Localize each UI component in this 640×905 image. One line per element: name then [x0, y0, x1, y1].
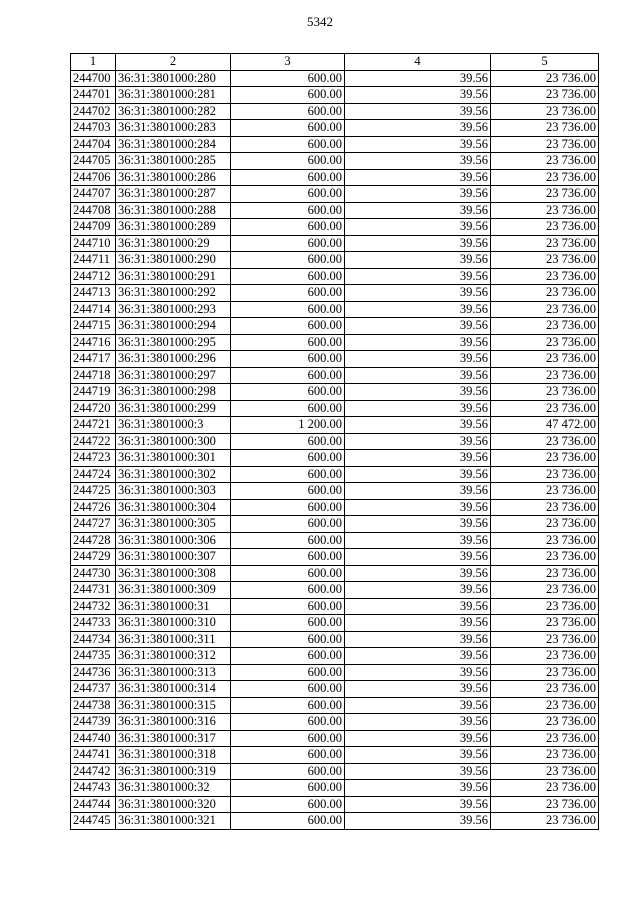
cadastral-number-cell: 36:31:3801000:292: [116, 285, 231, 302]
rate-cell: 39.56: [345, 697, 491, 714]
area-cell: 600.00: [231, 169, 345, 186]
area-cell: 600.00: [231, 235, 345, 252]
column-header-2: 2: [116, 54, 231, 71]
row-index-cell: 244743: [71, 780, 116, 797]
area-cell: 600.00: [231, 813, 345, 830]
rate-cell: 39.56: [345, 202, 491, 219]
value-cell: 23 736.00: [491, 483, 599, 500]
table-row: [71, 334, 599, 351]
rate-cell: 39.56: [345, 417, 491, 434]
table-row: [71, 417, 599, 434]
cadastral-number-cell: 36:31:3801000:284: [116, 136, 231, 153]
table-row: [71, 268, 599, 285]
rate-cell: 39.56: [345, 235, 491, 252]
rate-cell: 39.56: [345, 714, 491, 731]
table-row: [71, 499, 599, 516]
value-cell: 23 736.00: [491, 499, 599, 516]
area-cell: 600.00: [231, 516, 345, 533]
row-index-cell: 244721: [71, 417, 116, 434]
header-row: [71, 54, 599, 71]
cadastral-number-cell: 36:31:3801000:300: [116, 433, 231, 450]
cadastral-number-cell: 36:31:3801000:319: [116, 763, 231, 780]
rate-cell: 39.56: [345, 549, 491, 566]
area-cell: 600.00: [231, 351, 345, 368]
area-cell: 600.00: [231, 697, 345, 714]
value-cell: 23 736.00: [491, 384, 599, 401]
value-cell: 23 736.00: [491, 598, 599, 615]
rate-cell: 39.56: [345, 186, 491, 203]
value-cell: 23 736.00: [491, 730, 599, 747]
value-cell: 23 736.00: [491, 582, 599, 599]
area-cell: 600.00: [231, 70, 345, 87]
cadastral-number-cell: 36:31:3801000:318: [116, 747, 231, 764]
area-cell: 600.00: [231, 631, 345, 648]
rate-cell: 39.56: [345, 730, 491, 747]
page-number: 5342: [307, 14, 333, 29]
table-row: [71, 153, 599, 170]
value-cell: 23 736.00: [491, 285, 599, 302]
row-index-cell: 244740: [71, 730, 116, 747]
cadastral-number-cell: 36:31:3801000:302: [116, 466, 231, 483]
value-cell: 23 736.00: [491, 532, 599, 549]
cadastral-number-cell: 36:31:3801000:307: [116, 549, 231, 566]
row-index-cell: 244717: [71, 351, 116, 368]
row-index-cell: 244731: [71, 582, 116, 599]
value-cell: 23 736.00: [491, 186, 599, 203]
table-row: [71, 186, 599, 203]
area-cell: 600.00: [231, 796, 345, 813]
rate-cell: 39.56: [345, 367, 491, 384]
table-row: [71, 450, 599, 467]
area-cell: 600.00: [231, 103, 345, 120]
row-index-cell: 244732: [71, 598, 116, 615]
area-cell: 600.00: [231, 582, 345, 599]
value-cell: 23 736.00: [491, 136, 599, 153]
cadastral-number-cell: 36:31:3801000:288: [116, 202, 231, 219]
row-index-cell: 244742: [71, 763, 116, 780]
row-index-cell: 244724: [71, 466, 116, 483]
cadastral-number-cell: 36:31:3801000:32: [116, 780, 231, 797]
area-cell: 600.00: [231, 598, 345, 615]
area-cell: 600.00: [231, 202, 345, 219]
table-row: [71, 301, 599, 318]
row-index-cell: 244738: [71, 697, 116, 714]
table-row: [71, 565, 599, 582]
cadastral-number-cell: 36:31:3801000:306: [116, 532, 231, 549]
rate-cell: 39.56: [345, 70, 491, 87]
table-row: [71, 664, 599, 681]
cadastral-number-cell: 36:31:3801000:285: [116, 153, 231, 170]
area-cell: 600.00: [231, 549, 345, 566]
cadastral-number-cell: 36:31:3801000:301: [116, 450, 231, 467]
row-index-cell: 244727: [71, 516, 116, 533]
area-cell: 600.00: [231, 120, 345, 137]
area-cell: 600.00: [231, 367, 345, 384]
value-cell: 23 736.00: [491, 268, 599, 285]
row-index-cell: 244733: [71, 615, 116, 632]
area-cell: 600.00: [231, 466, 345, 483]
rate-cell: 39.56: [345, 780, 491, 797]
area-cell: 1 200.00: [231, 417, 345, 434]
cadastral-number-cell: 36:31:3801000:290: [116, 252, 231, 269]
table-row: [71, 219, 599, 236]
row-index-cell: 244739: [71, 714, 116, 731]
cadastral-number-cell: 36:31:3801000:303: [116, 483, 231, 500]
row-index-cell: 244741: [71, 747, 116, 764]
value-cell: 23 736.00: [491, 301, 599, 318]
row-index-cell: 244712: [71, 268, 116, 285]
rate-cell: 39.56: [345, 301, 491, 318]
table-row: [71, 813, 599, 830]
table-row: [71, 169, 599, 186]
rate-cell: 39.56: [345, 664, 491, 681]
row-index-cell: 244719: [71, 384, 116, 401]
row-index-cell: 244703: [71, 120, 116, 137]
cadastral-number-cell: 36:31:3801000:281: [116, 87, 231, 104]
rate-cell: 39.56: [345, 384, 491, 401]
row-index-cell: 244702: [71, 103, 116, 120]
row-index-cell: 244708: [71, 202, 116, 219]
table-row: [71, 516, 599, 533]
rate-cell: 39.56: [345, 813, 491, 830]
row-index-cell: 244728: [71, 532, 116, 549]
table-row: [71, 549, 599, 566]
table-row: [71, 136, 599, 153]
cadastral-number-cell: 36:31:3801000:309: [116, 582, 231, 599]
row-index-cell: 244711: [71, 252, 116, 269]
area-cell: 600.00: [231, 219, 345, 236]
table-row: [71, 351, 599, 368]
row-index-cell: 244737: [71, 681, 116, 698]
row-index-cell: 244709: [71, 219, 116, 236]
area-cell: 600.00: [231, 763, 345, 780]
rate-cell: 39.56: [345, 351, 491, 368]
cadastral-number-cell: 36:31:3801000:317: [116, 730, 231, 747]
value-cell: 23 736.00: [491, 450, 599, 467]
table-row: [71, 367, 599, 384]
cadastral-number-cell: 36:31:3801000:321: [116, 813, 231, 830]
row-index-cell: 244735: [71, 648, 116, 665]
table-row: [71, 318, 599, 335]
area-cell: 600.00: [231, 681, 345, 698]
cadastral-number-cell: 36:31:3801000:287: [116, 186, 231, 203]
table-row: [71, 103, 599, 120]
cadastral-number-cell: 36:31:3801000:29: [116, 235, 231, 252]
column-header-4: 4: [345, 54, 491, 71]
value-cell: 23 736.00: [491, 87, 599, 104]
table-row: [71, 202, 599, 219]
table-row: [71, 87, 599, 104]
table-row: [71, 780, 599, 797]
value-cell: 23 736.00: [491, 367, 599, 384]
row-index-cell: 244705: [71, 153, 116, 170]
area-cell: 600.00: [231, 565, 345, 582]
cadastral-number-cell: 36:31:3801000:299: [116, 400, 231, 417]
value-cell: 23 736.00: [491, 763, 599, 780]
table-header: [71, 54, 599, 71]
value-cell: 23 736.00: [491, 697, 599, 714]
value-cell: 23 736.00: [491, 516, 599, 533]
table-row: [71, 714, 599, 731]
value-cell: 23 736.00: [491, 202, 599, 219]
area-cell: 600.00: [231, 747, 345, 764]
table-row: [71, 235, 599, 252]
area-cell: 600.00: [231, 136, 345, 153]
cadastral-number-cell: 36:31:3801000:31: [116, 598, 231, 615]
cadastral-number-cell: 36:31:3801000:289: [116, 219, 231, 236]
rate-cell: 39.56: [345, 648, 491, 665]
area-cell: 600.00: [231, 532, 345, 549]
area-cell: 600.00: [231, 499, 345, 516]
row-index-cell: 244715: [71, 318, 116, 335]
rate-cell: 39.56: [345, 136, 491, 153]
cadastral-number-cell: 36:31:3801000:310: [116, 615, 231, 632]
table-row: [71, 631, 599, 648]
rate-cell: 39.56: [345, 615, 491, 632]
rate-cell: 39.56: [345, 483, 491, 500]
rate-cell: 39.56: [345, 499, 491, 516]
cadastral-number-cell: 36:31:3801000:3: [116, 417, 231, 434]
value-cell: 23 736.00: [491, 747, 599, 764]
table-row: [71, 120, 599, 137]
cadastral-number-cell: 36:31:3801000:311: [116, 631, 231, 648]
cadastral-number-cell: 36:31:3801000:305: [116, 516, 231, 533]
cadastral-number-cell: 36:31:3801000:283: [116, 120, 231, 137]
cadastral-number-cell: 36:31:3801000:291: [116, 268, 231, 285]
cadastral-number-cell: 36:31:3801000:294: [116, 318, 231, 335]
area-cell: 600.00: [231, 483, 345, 500]
area-cell: 600.00: [231, 384, 345, 401]
table-row: [71, 582, 599, 599]
column-header-1: 1: [71, 54, 116, 71]
row-index-cell: 244725: [71, 483, 116, 500]
row-index-cell: 244701: [71, 87, 116, 104]
row-index-cell: 244745: [71, 813, 116, 830]
table-row: [71, 697, 599, 714]
table-row: [71, 433, 599, 450]
row-index-cell: 244729: [71, 549, 116, 566]
area-cell: 600.00: [231, 153, 345, 170]
row-index-cell: 244734: [71, 631, 116, 648]
cadastral-number-cell: 36:31:3801000:314: [116, 681, 231, 698]
rate-cell: 39.56: [345, 334, 491, 351]
table-row: [71, 730, 599, 747]
value-cell: 23 736.00: [491, 120, 599, 137]
rate-cell: 39.56: [345, 318, 491, 335]
row-index-cell: 244744: [71, 796, 116, 813]
row-index-cell: 244723: [71, 450, 116, 467]
rate-cell: 39.56: [345, 598, 491, 615]
table-row: [71, 598, 599, 615]
value-cell: 23 736.00: [491, 153, 599, 170]
rate-cell: 39.56: [345, 103, 491, 120]
cadastral-number-cell: 36:31:3801000:282: [116, 103, 231, 120]
rate-cell: 39.56: [345, 747, 491, 764]
cadastral-number-cell: 36:31:3801000:286: [116, 169, 231, 186]
cadastral-number-cell: 36:31:3801000:304: [116, 499, 231, 516]
table-row: [71, 400, 599, 417]
rate-cell: 39.56: [345, 87, 491, 104]
area-cell: 600.00: [231, 615, 345, 632]
rate-cell: 39.56: [345, 582, 491, 599]
value-cell: 23 736.00: [491, 813, 599, 830]
value-cell: 23 736.00: [491, 252, 599, 269]
cadastral-number-cell: 36:31:3801000:293: [116, 301, 231, 318]
row-index-cell: 244704: [71, 136, 116, 153]
value-cell: 23 736.00: [491, 318, 599, 335]
area-cell: 600.00: [231, 268, 345, 285]
area-cell: 600.00: [231, 301, 345, 318]
cadastral-number-cell: 36:31:3801000:295: [116, 334, 231, 351]
column-header-5: 5: [491, 54, 599, 71]
value-cell: 23 736.00: [491, 466, 599, 483]
row-index-cell: 244718: [71, 367, 116, 384]
rate-cell: 39.56: [345, 219, 491, 236]
value-cell: 23 736.00: [491, 796, 599, 813]
row-index-cell: 244706: [71, 169, 116, 186]
value-cell: 47 472.00: [491, 417, 599, 434]
area-cell: 600.00: [231, 285, 345, 302]
table-row: [71, 796, 599, 813]
row-index-cell: 244714: [71, 301, 116, 318]
value-cell: 23 736.00: [491, 664, 599, 681]
table-body: [71, 70, 599, 829]
table-row: [71, 615, 599, 632]
value-cell: 23 736.00: [491, 565, 599, 582]
rate-cell: 39.56: [345, 763, 491, 780]
cadastral-number-cell: 36:31:3801000:313: [116, 664, 231, 681]
row-index-cell: 244716: [71, 334, 116, 351]
rate-cell: 39.56: [345, 153, 491, 170]
rate-cell: 39.56: [345, 516, 491, 533]
value-cell: 23 736.00: [491, 615, 599, 632]
area-cell: 600.00: [231, 730, 345, 747]
value-cell: 23 736.00: [491, 631, 599, 648]
table-row: [71, 483, 599, 500]
cadastral-number-cell: 36:31:3801000:312: [116, 648, 231, 665]
cadastral-number-cell: 36:31:3801000:315: [116, 697, 231, 714]
value-cell: 23 736.00: [491, 714, 599, 731]
cadastral-number-cell: 36:31:3801000:298: [116, 384, 231, 401]
rate-cell: 39.56: [345, 450, 491, 467]
table-row: [71, 747, 599, 764]
rate-cell: 39.56: [345, 120, 491, 137]
area-cell: 600.00: [231, 318, 345, 335]
area-cell: 600.00: [231, 334, 345, 351]
table-row: [71, 384, 599, 401]
cadastral-number-cell: 36:31:3801000:297: [116, 367, 231, 384]
area-cell: 600.00: [231, 87, 345, 104]
value-cell: 23 736.00: [491, 219, 599, 236]
cadastral-number-cell: 36:31:3801000:280: [116, 70, 231, 87]
row-index-cell: 244713: [71, 285, 116, 302]
area-cell: 600.00: [231, 780, 345, 797]
area-cell: 600.00: [231, 252, 345, 269]
row-index-cell: 244710: [71, 235, 116, 252]
rate-cell: 39.56: [345, 252, 491, 269]
table-row: [71, 763, 599, 780]
cadastral-table: [70, 53, 599, 830]
cadastral-number-cell: 36:31:3801000:316: [116, 714, 231, 731]
rate-cell: 39.56: [345, 532, 491, 549]
table-row: [71, 532, 599, 549]
value-cell: 23 736.00: [491, 169, 599, 186]
row-index-cell: 244707: [71, 186, 116, 203]
rate-cell: 39.56: [345, 681, 491, 698]
rate-cell: 39.56: [345, 285, 491, 302]
area-cell: 600.00: [231, 450, 345, 467]
value-cell: 23 736.00: [491, 235, 599, 252]
cadastral-number-cell: 36:31:3801000:320: [116, 796, 231, 813]
rate-cell: 39.56: [345, 169, 491, 186]
column-header-3: 3: [231, 54, 345, 71]
row-index-cell: 244720: [71, 400, 116, 417]
row-index-cell: 244722: [71, 433, 116, 450]
value-cell: 23 736.00: [491, 351, 599, 368]
rate-cell: 39.56: [345, 796, 491, 813]
value-cell: 23 736.00: [491, 103, 599, 120]
value-cell: 23 736.00: [491, 70, 599, 87]
area-cell: 600.00: [231, 433, 345, 450]
value-cell: 23 736.00: [491, 681, 599, 698]
rate-cell: 39.56: [345, 400, 491, 417]
row-index-cell: 244730: [71, 565, 116, 582]
value-cell: 23 736.00: [491, 780, 599, 797]
table-row: [71, 681, 599, 698]
rate-cell: 39.56: [345, 433, 491, 450]
table-row: [71, 648, 599, 665]
table-row: [71, 252, 599, 269]
value-cell: 23 736.00: [491, 549, 599, 566]
value-cell: 23 736.00: [491, 334, 599, 351]
value-cell: 23 736.00: [491, 648, 599, 665]
row-index-cell: 244726: [71, 499, 116, 516]
area-cell: 600.00: [231, 400, 345, 417]
cadastral-number-cell: 36:31:3801000:296: [116, 351, 231, 368]
rate-cell: 39.56: [345, 268, 491, 285]
area-cell: 600.00: [231, 186, 345, 203]
row-index-cell: 244700: [71, 70, 116, 87]
value-cell: 23 736.00: [491, 400, 599, 417]
area-cell: 600.00: [231, 648, 345, 665]
cadastral-number-cell: 36:31:3801000:308: [116, 565, 231, 582]
table-row: [71, 70, 599, 87]
table-row: [71, 285, 599, 302]
rate-cell: 39.56: [345, 466, 491, 483]
table-row: [71, 466, 599, 483]
rate-cell: 39.56: [345, 631, 491, 648]
row-index-cell: 244736: [71, 664, 116, 681]
area-cell: 600.00: [231, 714, 345, 731]
value-cell: 23 736.00: [491, 433, 599, 450]
rate-cell: 39.56: [345, 565, 491, 582]
area-cell: 600.00: [231, 664, 345, 681]
